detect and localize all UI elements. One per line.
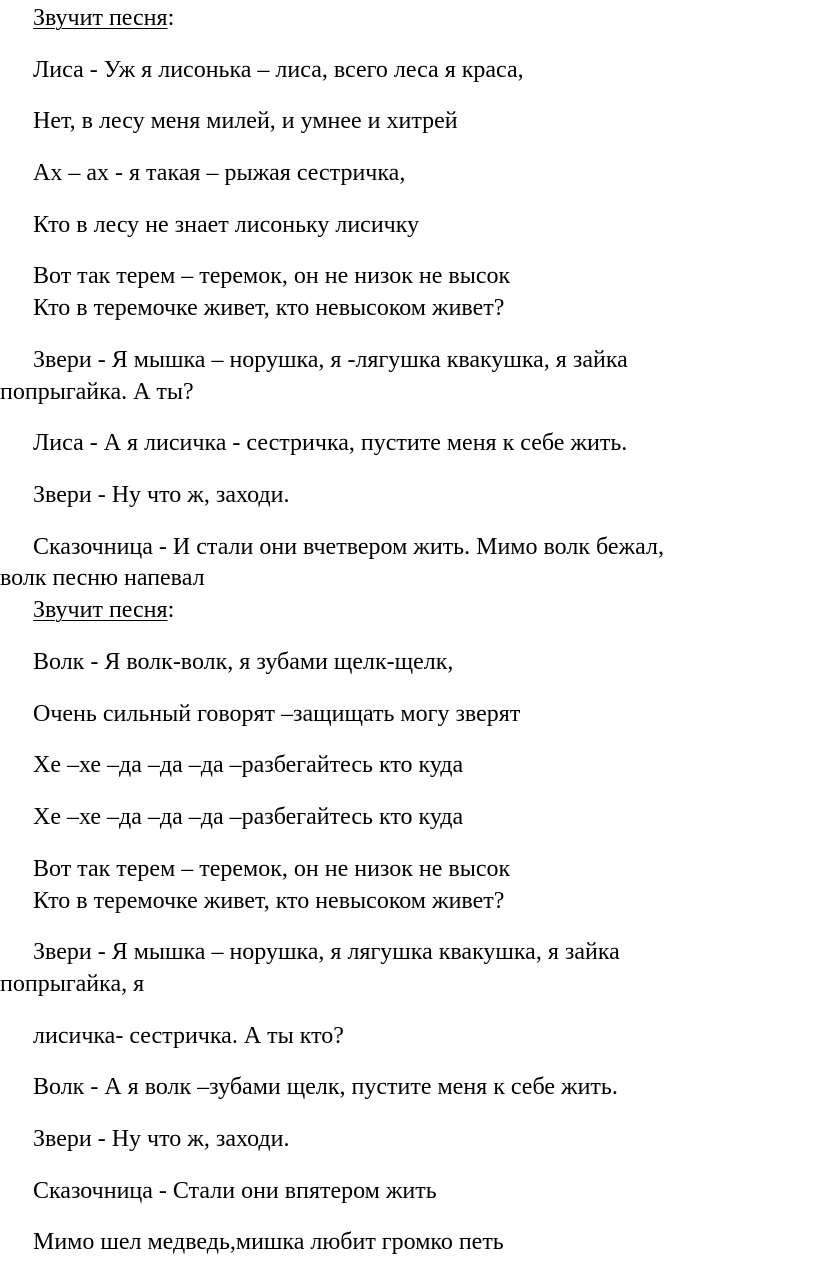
paragraph: Ах – ах - я такая – рыжая сестричка, [33,160,406,186]
paragraph: Волк - Я волк-волк, я зубами щелк-щелк, [33,649,454,675]
song-heading: Звучит песня: [33,597,175,623]
paragraph: Кто в теремочке живет, кто невысоком живет? [33,888,505,914]
paragraph: Волк - А я волк –зубами щелк, пустите меня к себе жить. [33,1074,618,1100]
paragraph: Кто в теремочке живет, кто невысоком живет? [33,295,505,321]
paragraph: Звери - Я мышка – норушка, я -лягушка квакушка, я зайка [33,347,628,373]
paragraph: Хе –хе –да –да –да –разбегайтесь кто куда [33,804,464,830]
paragraph-continuation: волк песню напевал [0,565,205,591]
paragraph: Кто в лесу не знает лисоньку лисичку [33,212,420,238]
paragraph: Вот так терем – теремок, он не низок не высок [33,263,511,289]
paragraph: Очень сильный говорят –защищать могу зверят [33,701,521,727]
paragraph: Лиса - А я лисичка - сестричка, пустите меня к себе жить. [33,430,628,456]
song-heading: Звучит песня: [33,5,175,31]
paragraph: Сказочница - Стали они впятером жить [33,1178,437,1204]
paragraph-continuation: попрыгайка. А ты? [0,379,194,405]
paragraph: Звери - Ну что ж, заходи. [33,482,290,508]
paragraph: Нет, в лесу меня милей, и умнее и хитрей [33,108,458,134]
paragraph: Хе –хе –да –да –да –разбегайтесь кто куда [33,752,464,778]
paragraph: Лиса - Уж я лисонька – лиса, всего леса я краса, [33,57,524,83]
paragraph: Звери - Ну что ж, заходи. [33,1126,290,1152]
paragraph: лисичка- сестричка. А ты кто? [33,1023,344,1049]
paragraph: Звери - Я мышка – норушка, я лягушка квакушка, я зайка [33,939,620,965]
paragraph-continuation: попрыгайка, я [0,971,145,997]
paragraph: Вот так терем – теремок, он не низок не высок [33,856,511,882]
paragraph: Сказочница - И стали они вчетвером жить. Мимо волк бежал, [33,534,664,560]
paragraph: Мимо шел медведь,мишка любит громко петь [33,1229,504,1255]
